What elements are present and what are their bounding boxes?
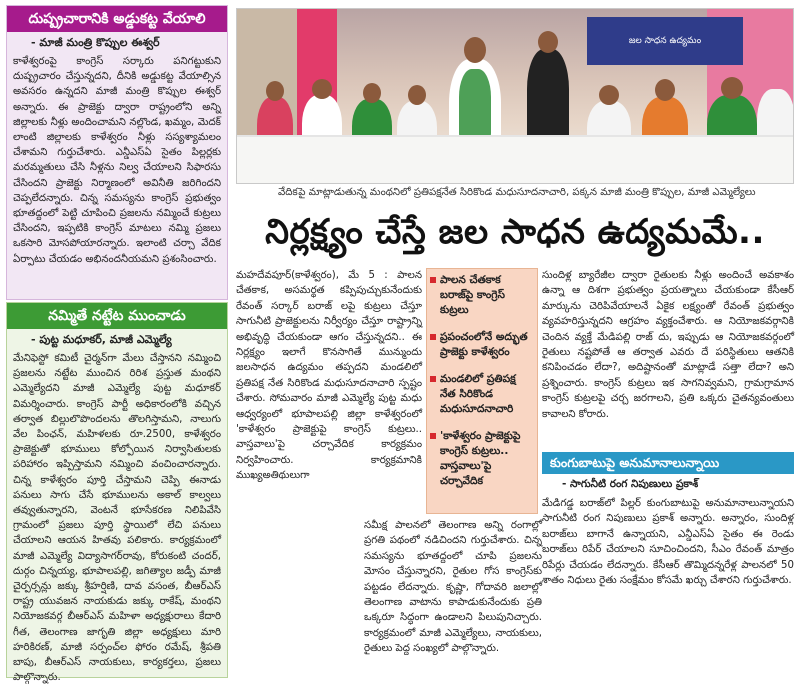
person-head — [721, 77, 743, 99]
green-scarf — [459, 69, 491, 139]
speaker-head — [464, 37, 486, 63]
sub-story-body: మేడిగడ్డ బరాజ్‌లో పిల్లర్ కుంగుబాటుపై అనుమానాలున్నాయని సాగునీటి రంగ నిపుణులు ప్రకాశ్ అన్నారు. అన్నారం, సుందిళ్ల బరాజ్‌లు బాగానే ఉన్నాయని, ఎన్డీఎస్ఏ సైతం ఈ రెండు బరాజ్‌లు రిపేర్ చేయాలని సూచించిందని, సీఎం రేవంత్ మాత్రం రిపేర్లు చేయడం లేదన్నారు. కేసీఆర్ తొమ్మిదన్నరేళ్ల పాలనలో 50 శాతం నిధులు రైతు సంక్షేమం కోసమే ఖర్చు చేశారని గుర్తుచేశారు. — [542, 498, 794, 587]
highlight-item: ప్రపంచంలోనే అద్భుత ప్రాజెక్టు కాళేశ్వరం — [430, 330, 534, 360]
article-column-1: మహదేవపూర్(కాళేశ్వరం), మే 5 : పాలన చేతకాక, అసమర్థత కప్పిపుచ్చుకునేందుకు రేవంత్ సర్కార్ బరాజ్ లపై కుట్రలు చేస్తూ సాగునీటి ప్రాజెక్టులను నిర్వీర్యం చేస్తూ రాష్ట్రాన్ని అభివృద్ధి చేయకుండా ఆగం చేస్తున్నదని.. ఈ నిర్లక్ష్యం ఇలాగే కొనసాగితే మున్ముందు జలసాధన ఉద్యమం తప్పదని మండలిలో ప్రతిపక్ష నేత సిరికొండ మధుసూదనాచారి స్పష్టం చేశారు. సోమవారం మాజీ ఎమ్మెల్యే పుట్ట మధు ఆధ్వర్యంలో భూపాలపల్లి జిల్లా కాళేశ్వరంలో 'కాళేశ్వరం ప్రాజెక్టుపై కాంగ్రెస్ కుట్రలు.. వాస్తవాలు'పై చర్చావేదిక కార్యక్రమం నిర్వహించారు. కార్యక్రమానికి ముఖ్యఅతిథులుగా — [236, 270, 422, 482]
person-head — [599, 85, 619, 105]
highlights-box — [426, 268, 538, 514]
stage-banner: జల సాధన ఉద్యమం — [587, 17, 743, 65]
side-story-byline: - మాజీ మంత్రి కొప్పుల ఈశ్వర్ — [31, 36, 160, 49]
person-head — [266, 81, 284, 101]
side-story-body-2: మేనిఫెస్టో కమిటీ చైర్మన్‌గా మేలు చేస్తానని నమ్మించి ప్రజలను నట్టేట ముంచిన రిరిశ ప్రస్తుత మంథని ఎమ్మెల్యేదని మాజీ ఎమ్మెల్యే పుట్ట మధూకర్ విమర్శించారు. కాంగ్రెస్ పార్టీ అధికారంలోకి వచ్చిన తర్వాత బిల్లులొపొందలను తొలగిస్తామని, నాలుగు వేల పింఛన్, మహిళలకు రూ.2500, కాళేశ్వరం ప్రాజెక్టుతో భూములు కోల్పోయిన నిర్వాసితులకు పరిహారం ఇప్పిస్తామని నమ్మించి వంచించారన్నారు. చిన్న కాళేశ్వరం పూర్తి చేస్తామని చెప్పి ఈనాడు పనులు సాగు చేసే భూములను అకాల్ కాల్వలు తవ్వుతున్నారని, వెంటనే భూసేకరణ నిలిపివేసి గ్రామంలో ప్రజలు పూర్తి స్థాయిలో లేచి పనులు చేయాలని ఆయన హితవు పలికారు. కార్యక్రమంలో మాజీ ఎమ్మెల్యే విద్యాసాగర్‌రావు, కోరుకంటి చందర్, దుర్గం చిన్నయ్య, భూపాలపల్లి, జగిత్యాల జడ్పీ మాజీ చైర్పర్సన్లు జక్కు శ్రీహర్షిణి, దావ వసంత, బీఆర్ఎస్ రాష్ట్ర యువజన నాయకుడు జక్కు రాకేష్, మంథని నియోజకవర్గ బీఆర్ఎస్ మహిళా అధ్యక్షురాలు కేదారి గీత, తెలంగాణ జాగృతి జిల్లా అధ్యక్షులు మారి హరికిరణ్, మాజీ సర్పంచ్‌ల ఫోరం రమేష్, శ్రీపతి బాపు, బీఆర్ఎస్ నాయకులు, కార్యకర్తలు, ప్రజలు పాల్గొన్నారు. — [13, 353, 221, 684]
news-photo — [236, 8, 794, 184]
article-column-3: సమీక్ష పాలనలో తెలంగాణ అన్ని రంగాల్లో ప్రగతి పథంలో నడిచిందని గుర్తుచేశారు. చిన్న సమస్యను భూతద్దంలో చూపి ప్రజలను మోసం చేస్తున్నారని, రైతుల గోస కాంగ్రెస్‌కు పట్టడం లేదన్నారు. కృష్ణా, గోదావరి జలాల్లో తెలంగాణ వాటాను కాపాడుకునేందుకు ప్రతి ఒక్కరూ సిద్ధంగా ఉండాలని పిలుపునిచ్చారు. కార్యక్రమంలో మాజీ ఎమ్మెల్యేలు, నాయకులు, రైతులు పెద్ద సంఖ్యలో పాల్గొన్నారు. — [364, 520, 542, 655]
sub-story-byline: - సాగునీటి రంగ నిపుణులు ప్రకాశ్ — [562, 478, 699, 490]
side-story-byline-2: - పుట్ట మధూకర్, మాజీ ఎమ్మెల్యే — [31, 333, 172, 346]
side-story-box — [6, 5, 228, 300]
side-story-body: కాళేశ్వరంపై కాంగ్రెస్ సర్కారు పనిగట్టుకుని దుష్ప్రచారం చేస్తున్నదని, దీనికి అడ్డుకట్ట వేయాల్సిన అవసరం ఉన్నదని మాజీ మంత్రి కొప్పుల ఈశ్వర్ అన్నారు. ఈ ప్రాజెక్టు ద్వారా రాష్ట్రంలోని అన్ని జిల్లాలకు నీళ్లు అందించామని నల్లొండ, ఖమ్మం, మెదక్ లాంటి జిల్లాలకు కాళేశ్వరం నీళ్లు సస్యశ్యామలం చేశామని గుర్తుచేశారు. ఎన్డీఎస్ఏ సైతం పిల్లర్లకు మరమ్మతులు చేసి నీళ్లను నిల్వ చేయాలని సిఫారసు చేసిందని ప్రాజెక్టు నిర్మాణంలో అవినీతి జరిగిందని చెప్పలేదన్నారు. చిన్న సమస్యను కాంగ్రెస్ ప్రభుత్వం భూతద్దంలో పెట్టి చూపించి ప్రజలను నమ్మించే కుట్రలు చేసిందని, ఇప్పటికి కాంగ్రెస్ మాటలు నమ్మి ప్రజలు ఒకసారి మోసపోయారన్నారు. ఇలాంటి చర్చా వేదిక ఏర్పాటు చేయడం అభినందనీయమని ప్రశంసించారు. — [13, 56, 221, 265]
side-story-kicker-2: నమ్మితే నట్టేట ముంచాడు — [7, 303, 227, 329]
person-head — [408, 85, 426, 105]
highlight-item: పాలన చేతకాక బరాజ్‌పై కాంగ్రెస్ కుట్రలు — [430, 273, 534, 318]
sub-story-kicker: కుంగుబాటుపై అనుమానాలున్నాయి — [542, 452, 794, 474]
person-head — [363, 83, 381, 103]
highlight-item: మండలిలో ప్రతిపక్ష నేత సిరికొండ మధుసూదనాచారి — [430, 372, 534, 417]
side-story-box-2 — [6, 302, 228, 684]
person-head — [538, 31, 558, 53]
person-silhouette — [527, 49, 569, 149]
person-head — [312, 79, 332, 99]
stage-table — [237, 135, 794, 183]
left-column — [0, 0, 232, 682]
photo-caption: వేదికపై మాట్లాడుతున్న మంథనిలో ప్రతిపక్షనేత సిరికొండ మధుసూదనాచారి, పక్కన మాజీ మంత్రి కొప్పుల, మాజీ ఎమ్మెల్యేలు — [278, 187, 756, 198]
highlight-item: 'కాళేశ్వరం ప్రాజెక్టుపై కాంగ్రెస్ కుట్రలు.. వాస్తవాలు'పై చర్చావేదిక — [430, 429, 534, 489]
article-column-2: సుందిళ్ల బ్యారేజీల ద్వారా రైతులకు నీళ్లు అందించే అవకాశం ఉన్నా ఆ దిశగా ప్రభుత్వం ప్రయత్నాలు చేయకుండా కేసీఆర్ మార్కును చెరిపివేయాలనే ఏకైక లక్ష్యంతో రేవంత్ ప్రభుత్వం వ్యవహరిస్తున్నదని ఆగ్రహం వ్యక్తంచేశారు. ఆ నియోజకవర్గానికి చెందిన వ్యక్తే మేడిపల్లి రాజ్‌ దు, ఇప్పుడు ఆ నియోజకవర్గంలో రైతులు నష్టపోతే ఆ తర్వాత ఎవరు దే పరిస్థితులు ఆతనికి కనిపించడం లేదా?, అదిష్టానంతో మాట్లాడే సత్తా లేదా? అని ప్రశ్నించారు. కాంగ్రెస్ కుట్రలు ఇక సాగనివ్వమని, గ్రామగ్రామాన కాంగ్రెస్ కుట్రలపై చర్చ జరగాలని, ప్రతి ఒక్కరు చైతన్యవంతులు కావాలని కోరారు. — [542, 270, 794, 420]
person-head — [655, 79, 675, 101]
side-story-kicker: దుష్ప్రచారానికి అడ్డుకట్ట వేయాలి — [7, 6, 227, 32]
main-headline: నిర్లక్ష్యం చేస్తే జల సాధన ఉద్యమమే.. — [265, 212, 765, 252]
